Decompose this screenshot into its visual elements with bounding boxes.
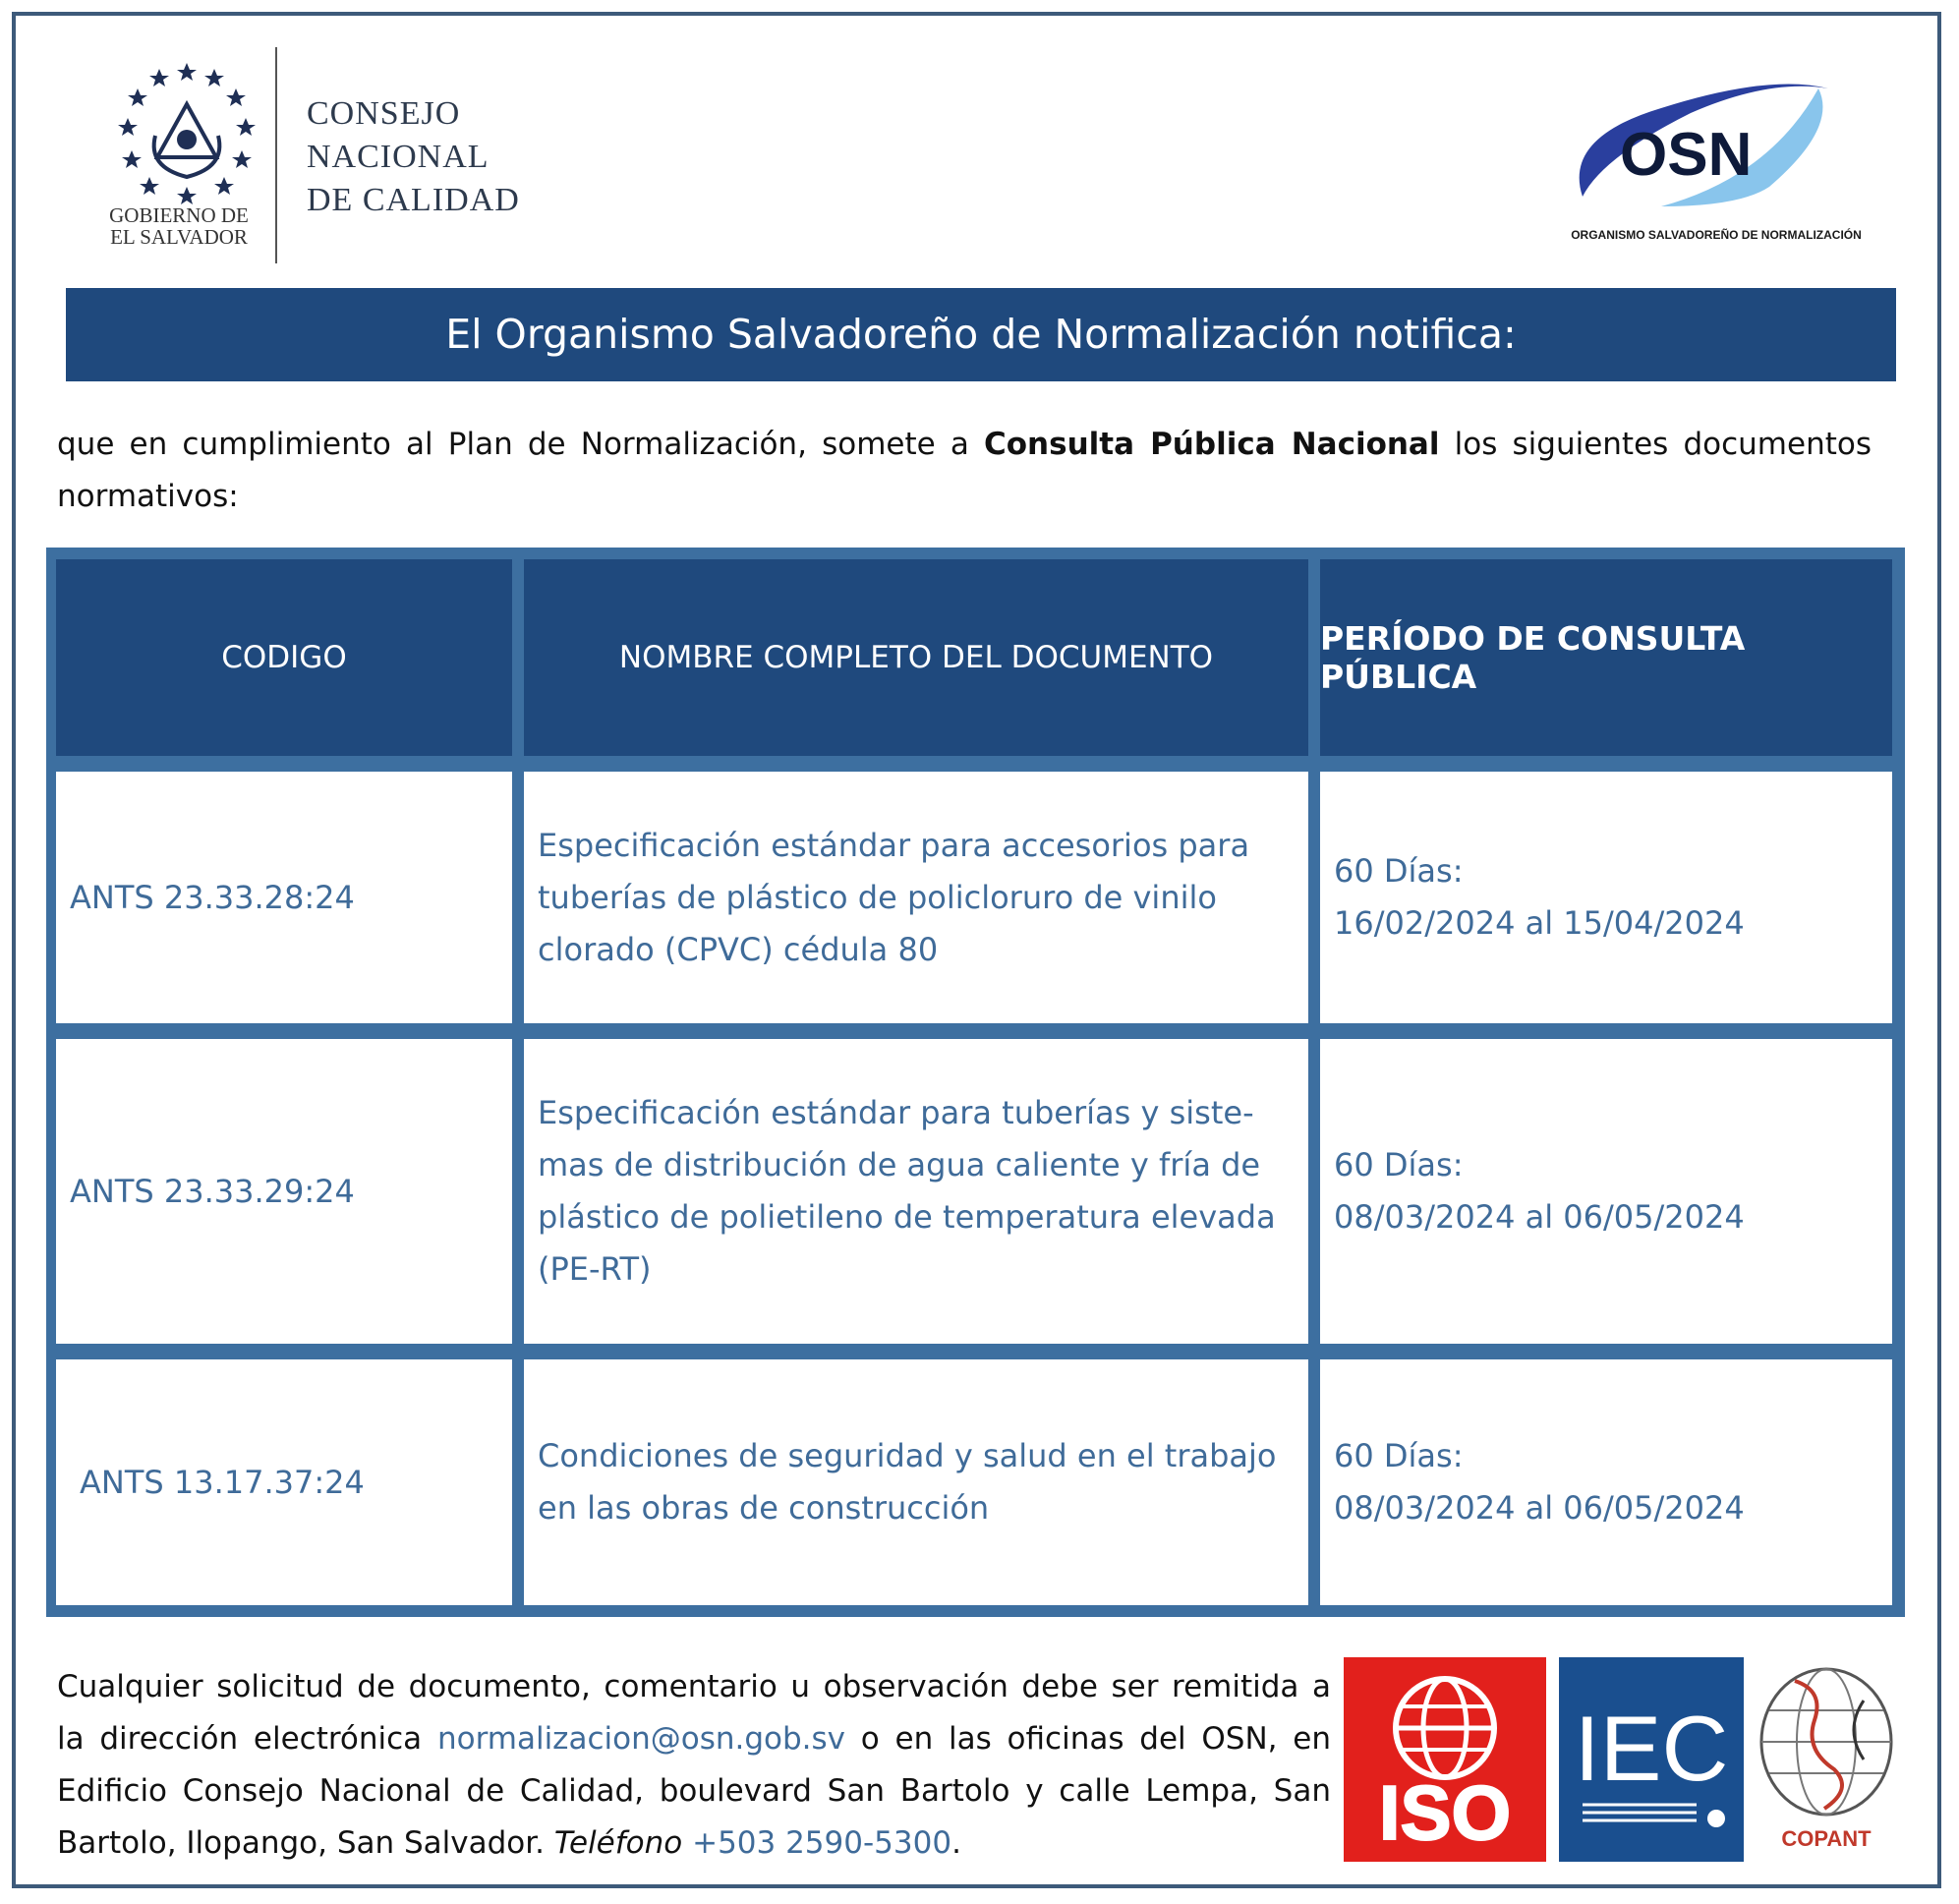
- iso-globe-icon: [1344, 1657, 1546, 1862]
- row-3-period: [1320, 1359, 1892, 1605]
- notification-banner: El Organismo Salvadoreño de Normalización notifica:: [66, 288, 1896, 381]
- row-3-period-dates: 08/03/2024 al 06/05/2024: [1334, 1489, 1745, 1527]
- row-1-period-days: 60 Días:: [1334, 852, 1464, 890]
- row-3-code: ANTS 13.17.37:24: [56, 1359, 512, 1605]
- phone-number: +503 2590-5300: [682, 1825, 952, 1861]
- gov-line-1: GOBIERNO DE: [109, 203, 249, 227]
- footer-text-2: o en las oficinas del OSN, en Edificio Consejo Nacional de Calidad, boulevard San Bartolo y calle Lempa, San Bartolo, Ilopango, San Salvador.: [57, 1721, 1332, 1861]
- government-name: [90, 204, 267, 248]
- row-1-period-dates: 16/02/2024 al 15/04/2024: [1334, 904, 1745, 942]
- row-3-name: Condiciones de seguridad y salud en el trabajo en las obras de construcción: [524, 1359, 1308, 1605]
- copant-logo-text: COPANT: [1781, 1826, 1872, 1851]
- row-2-name: Especificación estándar para tuberías y siste- mas de distribución de agua caliente y fría de plástico de polietileno de temperatura elevada (PE-RT): [524, 1039, 1308, 1344]
- intro-text-before: que en cumplimiento al Plan de Normalización, somete a: [57, 427, 984, 462]
- footer-text-1: Cualquier solicitud de documento, comentario u observación debe ser remitida a la dirección electrónica: [57, 1669, 1331, 1757]
- copant-globe-icon: [1756, 1661, 1903, 1858]
- intro-bold-text: Consulta Pública Nacional: [984, 427, 1440, 462]
- intro-paragraph: [57, 419, 1872, 523]
- osn-logo-letters: OSN: [1620, 121, 1753, 189]
- iec-mark-icon: [1559, 1657, 1744, 1862]
- header-code: CODIGO: [56, 559, 512, 756]
- government-seal-icon: [98, 57, 275, 214]
- row-2-code: ANTS 23.33.29:24: [56, 1039, 512, 1344]
- government-header: [98, 47, 550, 263]
- iec-logo: [1559, 1657, 1744, 1862]
- iec-logo-text: IEC: [1574, 1697, 1729, 1800]
- header-name: NOMBRE COMPLETO DEL DOCUMENTO: [524, 559, 1308, 756]
- footer-end: .: [951, 1825, 961, 1861]
- contact-email-link[interactable]: normalizacion@osn.gob.sv: [436, 1721, 846, 1757]
- iso-logo: [1344, 1657, 1546, 1862]
- council-line-1: CONSEJO: [307, 95, 461, 132]
- osn-tagline: ORGANISMO SALVADOREÑO DE NORMALIZACIÓN: [1571, 228, 1862, 242]
- intro-text-after: los siguientes documentos normativos:: [57, 427, 1872, 514]
- council-line-2: NACIONAL: [307, 139, 490, 175]
- row-3-period-days: 60 Días:: [1334, 1437, 1464, 1474]
- osn-logo-icon: [1543, 69, 1887, 246]
- copant-logo: [1756, 1661, 1903, 1858]
- row-1-period: [1320, 772, 1892, 1023]
- row-1-code: ANTS 23.33.28:24: [56, 772, 512, 1023]
- phone-label: Teléfono: [553, 1825, 683, 1861]
- row-2-period-dates: 08/03/2024 al 06/05/2024: [1334, 1198, 1745, 1236]
- header-divider: [275, 47, 277, 263]
- row-1-name: Especificación estándar para accesorios para tuberías de plástico de policloruro de vinilo clorado (CPVC) cédula 80: [524, 772, 1308, 1023]
- council-name: [307, 92, 520, 222]
- council-line-3: DE CALIDAD: [307, 182, 520, 218]
- iso-logo-text: ISO: [1378, 1769, 1512, 1856]
- contact-paragraph: [57, 1661, 1331, 1870]
- documents-table: [46, 548, 1905, 1617]
- row-2-period: [1320, 1039, 1892, 1344]
- header-period: PERÍODO DE CONSULTA PÚBLICA: [1320, 559, 1892, 756]
- gov-line-2: EL SALVADOR: [110, 225, 248, 249]
- row-2-period-days: 60 Días:: [1334, 1146, 1464, 1183]
